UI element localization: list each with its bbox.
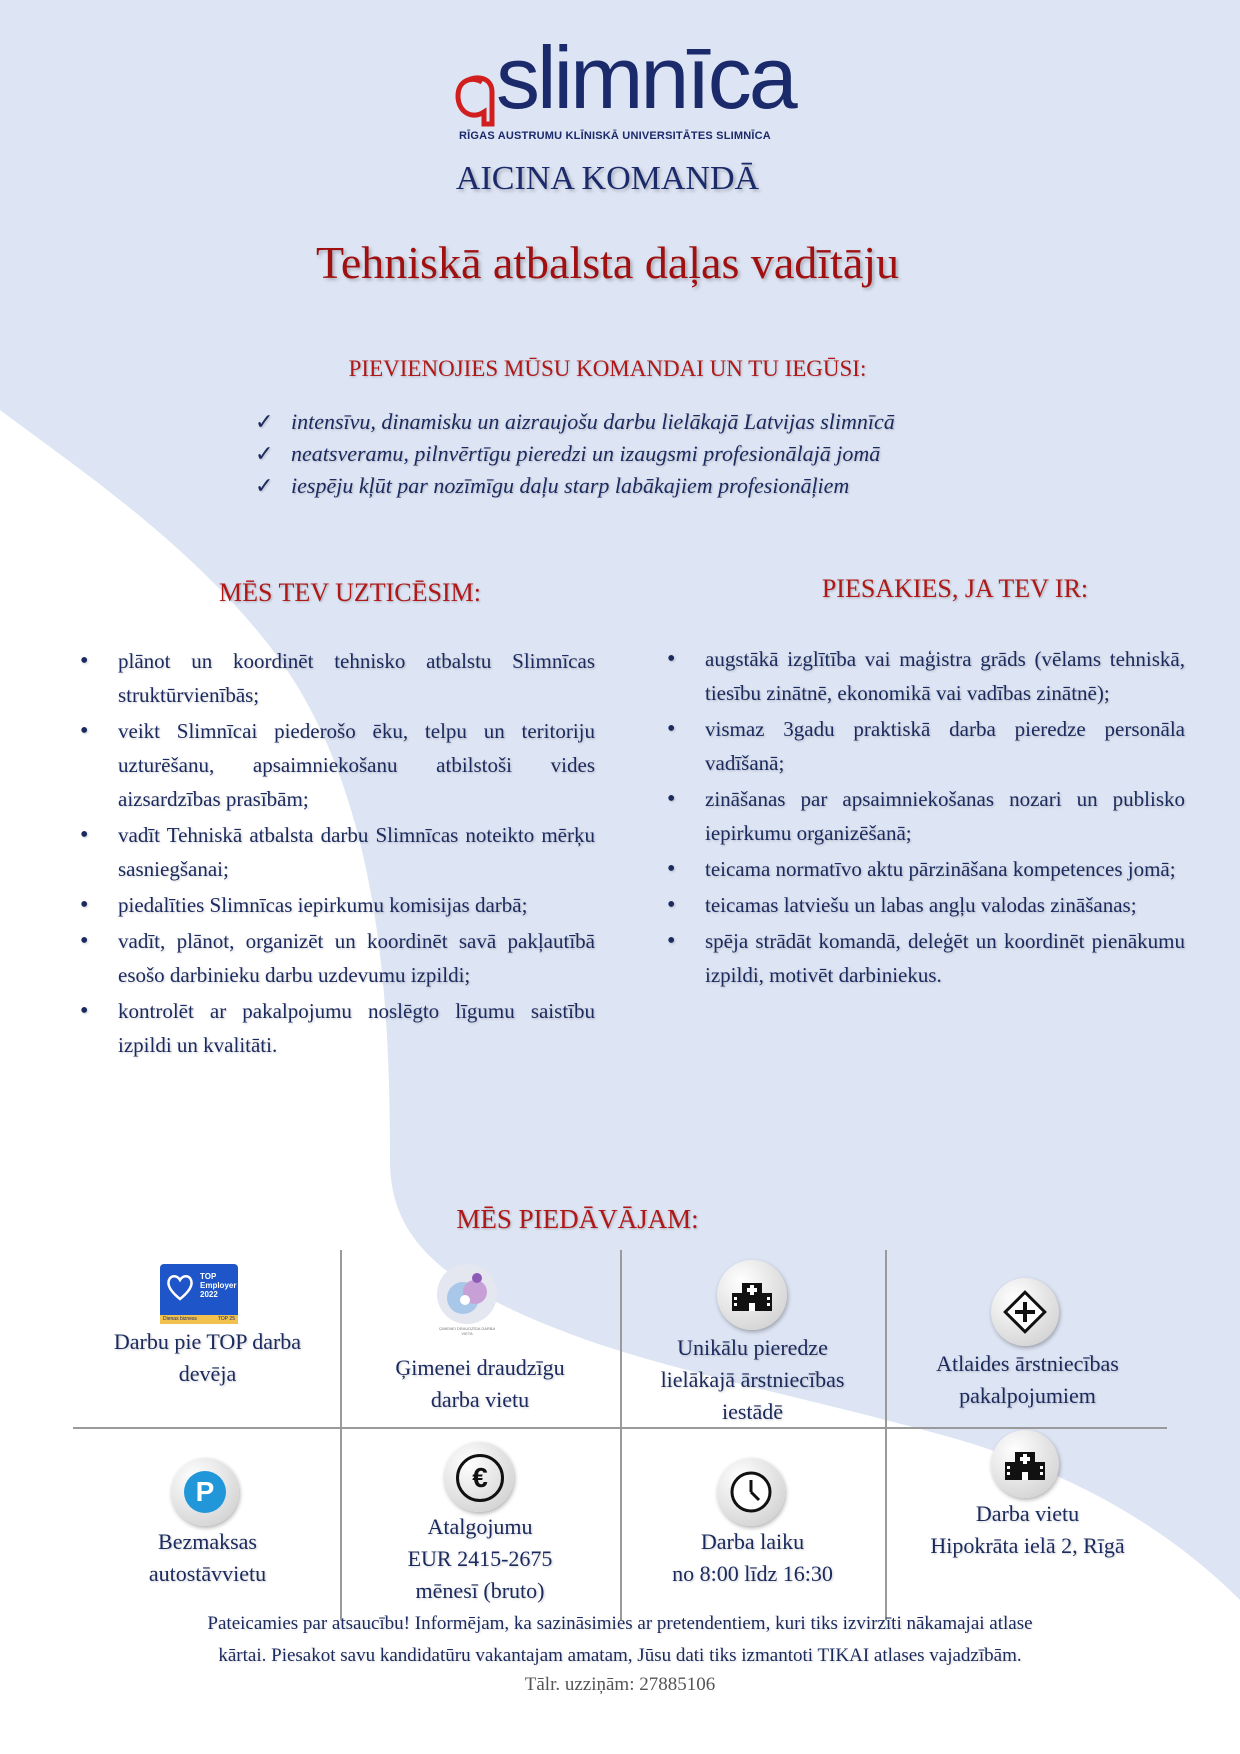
position-title: Tehniskā atbalsta daļas vadītāju <box>315 237 900 288</box>
offer-top-employer: Darbu pie TOP darba devēja <box>113 1329 302 1386</box>
offer-workplace-location: Darba vietu Hipokrāta ielā 2, Rīgā <box>930 1501 1125 1558</box>
top-employer-badge-icon: TOP Employer 2022 Dienas bizness TOP 25 <box>160 1264 238 1324</box>
euro-icon: € <box>444 1442 514 1512</box>
duties-heading: MĒS TEV UZTICĒSIM: <box>219 578 481 607</box>
checkmark-icon: ✓ <box>255 409 274 434</box>
parking-icon: P <box>171 1458 239 1526</box>
duty-item: • vadīt Tehniskā atbalsta darbu Slimnīcas noteikto mērķu sasniegšanai; <box>80 818 595 886</box>
hospital-logo <box>0 28 1240 158</box>
invite-heading: AICINA KOMANDĀ <box>455 160 760 197</box>
offer-medical-discounts: Atlaides ārstniecības pakalpojumiem <box>936 1351 1119 1408</box>
hospital-icon <box>717 1260 787 1330</box>
join-heading: PIEVIENOJIES MŪSU KOMANDAI UN TU IEGŪSI: <box>348 356 867 381</box>
hospital-location-icon <box>991 1430 1059 1498</box>
checkmark-icon: ✓ <box>255 441 274 466</box>
requirement-item: • teicamas latviešu un labas angļu valodas zināšanas; <box>667 888 1185 922</box>
duty-item: • kontrolēt ar pakalpojumu noslēgto līgumu saistību izpildi un kvalitāti. <box>80 994 595 1062</box>
offer-family-friendly: Ģimenei draudzīgu darba vietu <box>395 1355 565 1412</box>
requirement-item: • teicama normatīvo aktu pārzināšana kompetences jomā; <box>667 852 1185 886</box>
offer-heading: MĒS PIEDĀVĀJAM: <box>456 1204 699 1234</box>
requirements-heading: PIESAKIES, JA TEV IR: <box>821 574 1089 603</box>
medical-cross-icon <box>991 1278 1059 1346</box>
offer-free-parking: Bezmaksas autostāvvietu <box>148 1529 267 1586</box>
grid-divider <box>340 1250 342 1620</box>
grid-divider <box>73 1427 1167 1429</box>
requirements-list <box>667 642 1185 994</box>
offer-unique-experience: Unikālu pieredze lielākajā ārstniecības iestādē <box>660 1335 845 1424</box>
logo-wordmark: slimnīca <box>496 28 795 127</box>
clock-icon <box>717 1458 785 1526</box>
offer-working-hours: Darba laiku no 8:00 līdz 16:30 <box>672 1529 833 1586</box>
logo-a-icon <box>452 68 500 130</box>
benefit-item: ✓ neatsveramu, pilnvērtīgu pieredzi un izaugsmi profesionālajā jomā <box>255 438 895 470</box>
grid-divider <box>885 1250 887 1620</box>
logo-subtitle: RĪGAS AUSTRUMU KLĪNISKĀ UNIVERSITĀTES SLIMNĪCA <box>459 130 771 142</box>
contact-phone: Tālr. uzziņām: 27885106 <box>524 1674 716 1695</box>
benefits-list <box>240 406 1060 498</box>
offer-salary: Atalgojumu EUR 2415-2675 mēnesī (bruto) <box>407 1514 553 1603</box>
duty-item: • plānot un koordinēt tehnisko atbalstu Slimnīcas struktūrvienībās; <box>80 644 595 712</box>
requirement-item: • augstākā izglītība vai maģistra grāds (vēlams tehniskā, tiesību zinātnē, ekonomikā vai vadības zinātnē); <box>667 642 1185 710</box>
grid-divider <box>620 1250 622 1620</box>
requirement-item: • zināšanas par apsaimniekošanas nozari un publisko iepirkumu organizēšanā; <box>667 782 1185 850</box>
checkmark-icon: ✓ <box>255 473 274 498</box>
privacy-note: Pateicamies par atsaucību! Informējam, ka sazināsimies ar pretendentiem, kuri tiks izvirzīti nākamajai atlase kārtai. Piesakot savu kandidatūru vakantajam amatam, Jūsu dati tiks izmantoti TIKAI atlases vajadzībām. <box>207 1613 1033 1666</box>
requirement-item: • spēja strādāt komandā, deleģēt un koordinēt pienākumu izpildi, motivēt darbiniekus. <box>667 924 1185 992</box>
requirement-item: • vismaz 3gadu praktiskā darba pieredze personāla vadīšanā; <box>667 712 1185 780</box>
duties-list <box>80 644 595 1064</box>
benefit-item: ✓ intensīvu, dinamisku un aizraujošu darbu lielākajā Latvijas slimnīcā <box>255 406 895 438</box>
family-friendly-icon: ĢIMENEI DRAUDZĪGA DARBA VIETA <box>435 1262 499 1334</box>
duty-item: • piedalīties Slimnīcas iepirkumu komisijas darbā; <box>80 888 595 922</box>
benefit-item: ✓ iespēju kļūt par nozīmīgu daļu starp labākajiem profesionāļiem <box>255 470 895 498</box>
duty-item: • veikt Slimnīcai piederošo ēku, telpu un teritoriju uzturēšanu, apsaimniekošanu atbilstoši vides aizsardzības prasībām; <box>80 714 595 816</box>
duty-item: • vadīt, plānot, organizēt un koordinēt savā pakļautībā esošo darbinieku darbu uzdevumu izpildi; <box>80 924 595 992</box>
